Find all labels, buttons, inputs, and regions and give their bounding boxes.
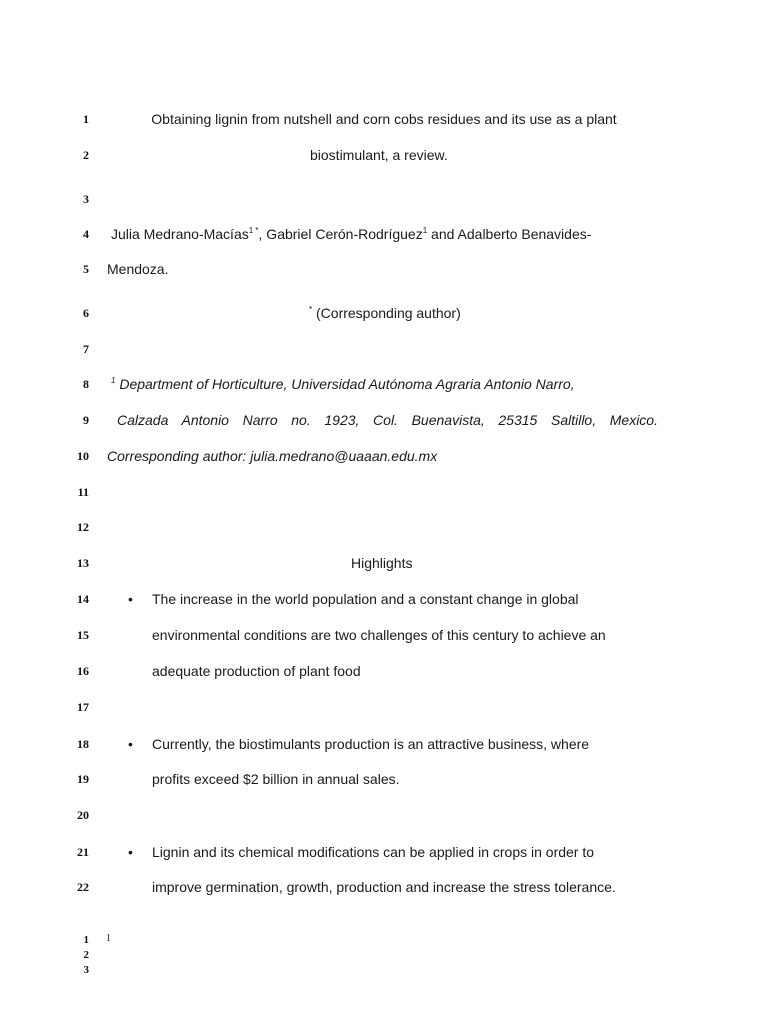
footnote-line xyxy=(0,933,768,947)
author-name: and Adalberto Benavides- xyxy=(427,226,592,242)
footnote-line-number: 2 xyxy=(83,949,89,961)
title-line-2: biostimulant, a review. xyxy=(310,147,448,163)
line-number: 5 xyxy=(83,262,89,276)
line-number: 1 xyxy=(83,112,89,126)
affiliation-marker: 1 xyxy=(111,376,116,385)
highlight-item-2-line-2: profits exceed $2 billion in annual sales. xyxy=(152,771,400,787)
manuscript-line xyxy=(0,734,768,754)
footnote-line xyxy=(0,948,768,962)
manuscript-line xyxy=(0,145,768,165)
affiliation-line-2: Calzada Antonio Narro no. 1923, Col. Buenavista, 25315 Saltillo, Mexico. xyxy=(117,412,658,428)
manuscript-line xyxy=(0,446,768,466)
corresponding-mark: * xyxy=(309,305,313,314)
highlight-item-3-line-1: Lignin and its chemical modifications can be applied in crops in order to xyxy=(152,844,595,860)
author-name: Julia Medrano-Macías xyxy=(111,226,249,242)
manuscript-line xyxy=(0,109,768,129)
line-number: 8 xyxy=(83,377,89,391)
line-number: 20 xyxy=(77,808,89,822)
line-number: 22 xyxy=(77,880,89,894)
corresponding-note xyxy=(309,303,461,323)
manuscript-line xyxy=(0,224,768,244)
highlight-item-1-line-1: The increase in the world population and a constant change in global xyxy=(152,591,579,607)
line-number: 19 xyxy=(77,772,89,786)
manuscript-line xyxy=(0,410,768,430)
manuscript-line xyxy=(0,482,768,502)
footnote-line-number: 3 xyxy=(83,964,89,976)
line-number: 11 xyxy=(77,485,89,499)
line-number: 16 xyxy=(77,664,89,678)
line-number: 14 xyxy=(77,592,89,606)
manuscript-line xyxy=(0,805,768,825)
author-name: , Gabriel Cerón-Rodríguez xyxy=(258,226,423,242)
corresponding-email: Corresponding author: julia.medrano@uaaan.edu.mx xyxy=(107,448,438,464)
manuscript-line xyxy=(0,517,768,537)
highlights-heading: Highlights xyxy=(351,555,413,571)
manuscript-line xyxy=(0,303,768,323)
line-number: 9 xyxy=(83,413,89,427)
manuscript-line xyxy=(0,259,768,279)
highlight-item-1-line-2: environmental conditions are two challenges of this century to achieve an xyxy=(152,627,606,643)
manuscript-line xyxy=(0,769,768,789)
manuscript-line xyxy=(0,625,768,645)
manuscript-line xyxy=(0,189,768,209)
line-number: 21 xyxy=(77,845,89,859)
bullet-icon: • xyxy=(128,844,133,860)
manuscript-line xyxy=(0,877,768,897)
line-number: 3 xyxy=(83,192,89,206)
affiliation-marker: 1 xyxy=(422,226,428,235)
highlight-item-2-line-1: Currently, the biostimulants production is an attractive business, where xyxy=(152,736,590,752)
line-number: 7 xyxy=(83,342,89,356)
manuscript-line xyxy=(0,589,768,609)
footnote-mark: 1 xyxy=(106,933,111,944)
affiliation-marker: 1 * xyxy=(248,226,259,235)
highlight-item-1-line-3: adequate production of plant food xyxy=(152,663,361,679)
manuscript-line xyxy=(0,553,768,573)
affiliation-line-1 xyxy=(111,374,575,394)
bullet-icon: • xyxy=(128,591,133,607)
manuscript-line xyxy=(0,842,768,862)
author-name: Mendoza. xyxy=(107,261,169,277)
line-number: 13 xyxy=(77,556,89,570)
manuscript-line xyxy=(0,339,768,359)
footnote-line-number: 1 xyxy=(83,934,89,946)
affiliation-text: Department of Horticulture, Universidad Autónoma Agraria Antonio Narro, xyxy=(115,376,575,392)
line-number: 2 xyxy=(83,148,89,162)
title-line-1: Obtaining lignin from nutshell and corn cobs residues and its use as a plant xyxy=(151,111,617,127)
line-number: 17 xyxy=(77,700,89,714)
line-number: 4 xyxy=(83,227,89,241)
author-list xyxy=(111,224,591,244)
line-number: 10 xyxy=(77,449,89,463)
manuscript-line xyxy=(0,661,768,681)
line-number: 6 xyxy=(83,306,89,320)
line-number: 18 xyxy=(77,737,89,751)
bullet-icon: • xyxy=(128,736,133,752)
footnote-line xyxy=(0,963,768,977)
line-number: 15 xyxy=(77,628,89,642)
manuscript-line xyxy=(0,374,768,394)
highlight-item-3-line-2: improve germination, growth, production and increase the stress tolerance. xyxy=(152,879,616,895)
line-number: 12 xyxy=(77,520,89,534)
manuscript-line xyxy=(0,697,768,717)
corresponding-text: (Corresponding author) xyxy=(312,305,461,321)
